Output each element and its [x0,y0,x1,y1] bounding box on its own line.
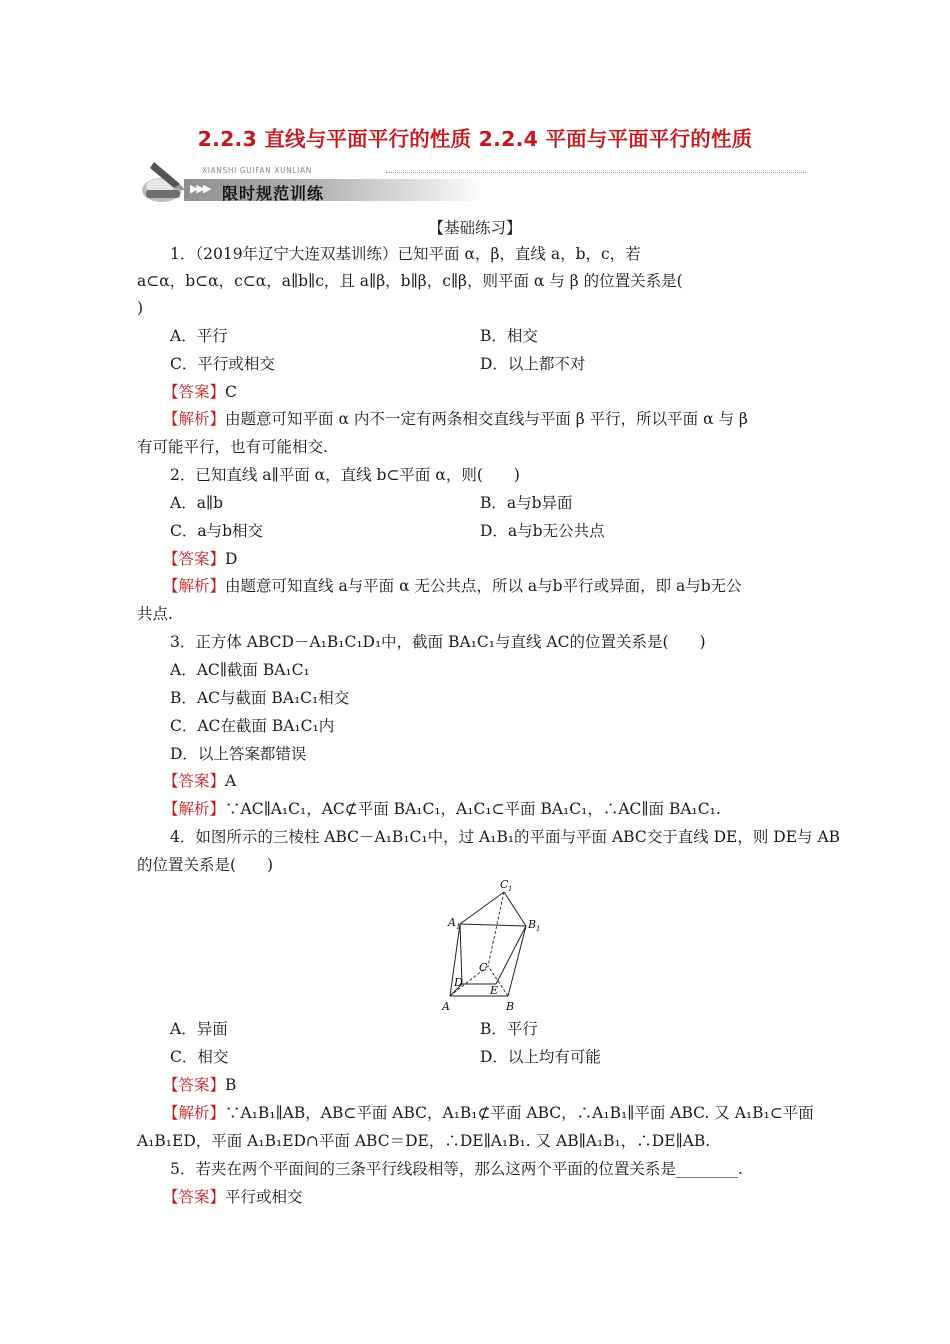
answer-tag: 【答案】 [163,772,226,790]
answer-tag: 【答案】 [163,383,226,401]
q2-stem: 2．已知直线 a∥平面 α，直线 b⊂平面 α，则( ) [170,466,520,484]
q2-option-b: B．a与b异面 [480,494,573,512]
q4-answer [163,1075,236,1095]
q2-analysis [163,576,742,596]
answer-tag: 【答案】 [163,550,226,568]
q5-stem: 5．若夹在两个平面间的三条平行线段相等，那么这两个平面的位置关系是________. [170,1160,743,1178]
q2-option-d: D．a与b无公共点 [480,522,605,540]
analysis-tag: 【解析】 [163,1104,226,1122]
q1-analysis-line1: 由题意可知平面 α 内不一定有两条相交直线与平面 β 平行，所以平面 α 与 β [225,410,748,428]
answer-tag: 【答案】 [163,1188,226,1206]
q1-answer [163,382,237,402]
q3-analysis-line1: ∵AC∥A₁C₁，AC⊄平面 BA₁C₁，A₁C₁⊂平面 BA₁C₁，∴AC∥面 BA₁C₁. [225,800,721,818]
q4-option-c: C．相交 [170,1048,229,1066]
edge-b1e [496,926,526,984]
q1-stem-line3: ) [137,299,144,317]
banner-divider [386,172,806,173]
label-a1-sub: 1 [456,923,461,931]
label-c: C [479,961,488,974]
label-b: B [506,1000,515,1013]
q1-option-c: C．平行或相交 [170,355,275,373]
q2-option-c: C．a与b相交 [170,522,264,540]
q2-option-a: A．a∥b [170,494,224,512]
q3-option-a: A．AC∥截面 BA₁C₁ [170,661,310,679]
analysis-tag: 【解析】 [163,410,226,428]
q1-analysis [163,409,748,429]
q1-stem-line2: a⊂α，b⊂α，c⊂α，a∥b∥c，且 a∥β，b∥β，c∥β，则平面 α 与 β 的位置关系是( [137,272,683,290]
q4-stem-line1: 4．如图所示的三棱柱 ABC－A₁B₁C₁中，过 A₁B₁的平面与平面 ABC交于直线 DE，则 DE与 AB [170,828,841,846]
q4-option-d: D．以上均有可能 [480,1048,601,1066]
page-title: 2.2.3 直线与平面平行的性质 2.2.4 平面与平面平行的性质 [197,127,753,151]
analysis-tag: 【解析】 [163,800,226,818]
label-a1: A [448,916,456,929]
q1-option-d: D．以上都不对 [480,355,586,373]
analysis-tag: 【解析】 [163,577,226,595]
q3-answer-value: A [225,772,237,790]
label-d: D [454,976,463,989]
q5-answer-value: 平行或相交 [225,1188,303,1206]
answer-tag: 【答案】 [163,1076,226,1094]
q2-analysis-line1: 由题意可知直线 a与平面 α 无公共点，所以 a与b平行或异面，即 a与b无公 [225,577,742,595]
q1-answer-value: C [225,383,237,401]
section-heading: 【基础练习】 [428,219,522,237]
banner-english-text: XIANSHI GUIFAN XUNLIAN [202,166,312,175]
q2-analysis-line2: 共点. [137,605,173,623]
edge-b1b [508,926,526,996]
q2-answer [163,549,237,569]
section-banner [140,160,810,208]
label-a: A [442,1000,450,1013]
edge-a1b1 [460,924,526,926]
label-c1-sub: 1 [508,885,513,893]
q3-analysis [163,799,721,819]
q4-stem-line2: 的位置关系是( ) [137,856,274,874]
q1-stem-line1: 1．（2019年辽宁大连双基训练）已知平面 α，β，直线 a，b，c，若 [170,245,641,263]
q4-analysis-line1: ∵A₁B₁∥AB，AB⊂平面 ABC，A₁B₁⊄平面 ABC，∴A₁B₁∥平面 ABC. 又 A₁B₁⊂平面 [225,1104,814,1122]
edge-c1b1 [504,892,526,926]
q2-answer-value: D [225,550,238,568]
label-b1-sub: 1 [536,925,541,933]
edge-c1c [488,892,504,966]
triangular-prism-figure [438,878,548,1018]
q1-option-b: B．相交 [480,327,538,345]
q4-analysis-line2: A₁B₁ED，平面 A₁B₁ED∩平面 ABC＝DE，∴DE∥A₁B₁. 又 AB∥A₁B₁，∴DE∥AB. [137,1132,711,1150]
q3-stem: 3．正方体 ABCD－A₁B₁C₁D₁中，截面 BA₁C₁与直线 AC的位置关系是( ) [170,633,706,651]
edge-a1c1 [460,892,504,924]
q1-option-a: A．平行 [170,327,228,345]
q3-answer [163,771,236,791]
label-e: E [490,984,499,997]
edge-a1d [460,924,462,984]
q3-option-d: D．以上答案都错误 [170,745,307,763]
q5-answer [163,1187,303,1207]
banner-title: 限时规范训练 [222,184,325,203]
label-c1: C [500,878,509,891]
q4-option-a: A．异面 [170,1020,228,1038]
q4-answer-value: B [225,1076,237,1094]
q4-analysis [163,1103,814,1123]
q1-analysis-line2: 有可能平行，也有可能相交. [137,438,328,456]
q3-option-c: C．AC在截面 BA₁C₁内 [170,717,335,735]
q3-option-b: B．AC与截面 BA₁C₁相交 [170,689,350,707]
label-b1: B [528,918,537,931]
q4-option-b: B．平行 [480,1020,538,1038]
arrows-icon: ▶▶▶ [190,182,210,195]
